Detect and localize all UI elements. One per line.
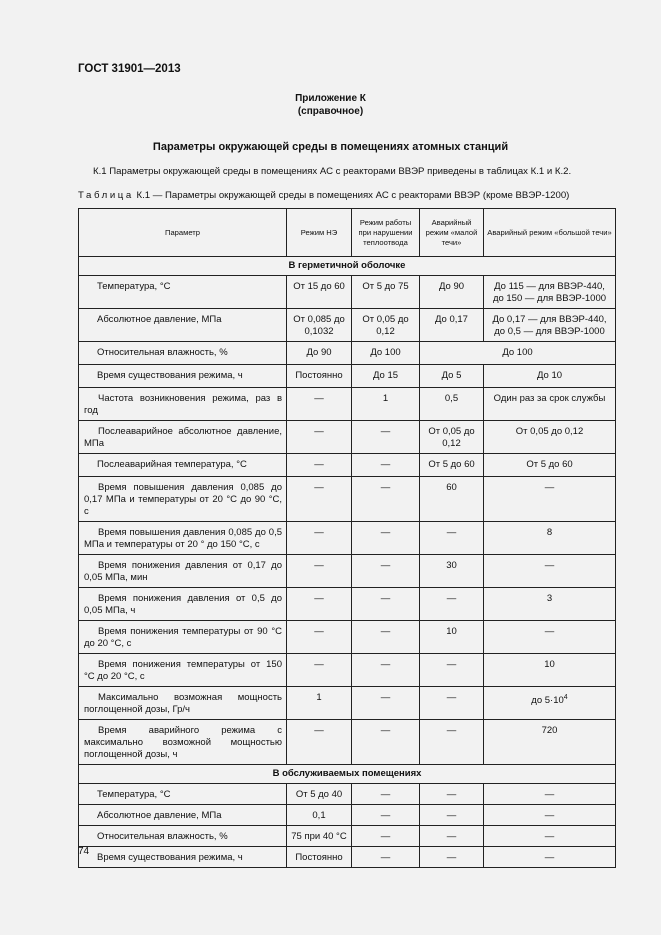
col-header-large-leak: Аварийный режим «большой течи» [484, 209, 616, 257]
dose-rate-exponent: 4 [563, 694, 568, 701]
large-leak-cell: — [484, 826, 616, 847]
normal-cell: От 15 до 60 [287, 276, 352, 309]
small-leak-cell: До 90 [420, 276, 484, 309]
small-leak-cell: — [420, 654, 484, 687]
large-leak-cell: — [484, 477, 616, 522]
normal-cell: — [287, 522, 352, 555]
table-row [79, 477, 616, 522]
table-row [79, 847, 616, 868]
heat-removal-cell: — [352, 621, 420, 654]
param-cell: Максимально возможная мощность поглощенной дозы, Гр/ч [79, 687, 287, 720]
normal-cell: — [287, 654, 352, 687]
table-row [79, 654, 616, 687]
small-leak-cell: — [420, 687, 484, 720]
table-row [79, 805, 616, 826]
param-cell: Время понижения давления от 0,17 до 0,05 МПа, мин [79, 555, 287, 588]
param-cell: Послеаварийное абсолютное давление, МПа [79, 421, 287, 454]
param-cell: Температура, °С [79, 784, 287, 805]
heat-removal-cell: — [352, 826, 420, 847]
normal-cell: — [287, 555, 352, 588]
heat-removal-cell: — [352, 477, 420, 522]
small-leak-cell: — [420, 805, 484, 826]
small-leak-cell: 30 [420, 555, 484, 588]
heat-removal-cell: От 0,05 до 0,12 [352, 309, 420, 342]
appendix-title: Приложение К [295, 93, 366, 104]
small-leak-cell: — [420, 784, 484, 805]
col-header-normal: Режим НЭ [287, 209, 352, 257]
heat-removal-cell: От 5 до 75 [352, 276, 420, 309]
heat-removal-cell: — [352, 847, 420, 868]
normal-cell: — [287, 454, 352, 477]
normal-cell: — [287, 421, 352, 454]
param-cell: Абсолютное давление, МПа [79, 309, 287, 342]
table-row [79, 421, 616, 454]
heat-removal-cell: — [352, 555, 420, 588]
param-cell: Время существования режима, ч [79, 365, 287, 388]
section-row-containment [79, 257, 616, 276]
param-cell: Послеаварийная температура, °С [79, 454, 287, 477]
heat-removal-cell: — [352, 784, 420, 805]
table-row [79, 522, 616, 555]
heat-removal-cell: — [352, 805, 420, 826]
parameters-table [78, 208, 616, 868]
section-row-serviced [79, 765, 616, 784]
normal-cell: 75 при 40 °С [287, 826, 352, 847]
table-row [79, 342, 616, 365]
large-leak-cell: 720 [484, 720, 616, 765]
large-leak-cell: 3 [484, 588, 616, 621]
table-row [79, 309, 616, 342]
normal-cell: — [287, 477, 352, 522]
table-row [79, 365, 616, 388]
large-leak-cell: — [484, 555, 616, 588]
normal-cell: Постоянно [287, 365, 352, 388]
table-row [79, 276, 616, 309]
normal-cell: 1 [287, 687, 352, 720]
param-cell: Время понижения температуры от 90 °С до 20 °С, с [79, 621, 287, 654]
large-leak-cell: Один раз за срок службы [484, 388, 616, 421]
table-caption-text: К.1 — Параметры окружающей среды в помещениях АС с реакторами ВВЭР (кроме ВВЭР-1200) [133, 190, 570, 201]
small-leak-cell: До 100 [420, 342, 616, 365]
large-leak-cell: — [484, 847, 616, 868]
small-leak-cell: 10 [420, 621, 484, 654]
heat-removal-cell: — [352, 720, 420, 765]
param-cell: Время аварийного режима с максимально возможной мощностью поглощенной дозы, ч [79, 720, 287, 765]
large-leak-cell: 8 [484, 522, 616, 555]
normal-cell: До 90 [287, 342, 352, 365]
heat-removal-cell: 1 [352, 388, 420, 421]
table-header-row [79, 209, 616, 257]
param-cell: Температура, °С [79, 276, 287, 309]
large-leak-cell: — [484, 784, 616, 805]
col-header-parameter: Параметр [79, 209, 287, 257]
param-cell: Время существования режима, ч [79, 847, 287, 868]
intro-paragraph: К.1 Параметры окружающей среды в помещениях АС с реакторами ВВЭР приведены в таблицах К.1 и К.2. [93, 166, 572, 177]
param-cell: Частота возникновения режима, раз в год [79, 388, 287, 421]
param-cell: Абсолютное давление, МПа [79, 805, 287, 826]
table-row [79, 784, 616, 805]
small-leak-cell: До 0,17 [420, 309, 484, 342]
table-row [79, 826, 616, 847]
large-leak-cell: До 115 — для ВВЭР-440, до 150 — для ВВЭР-1000 [484, 276, 616, 309]
dose-rate-value: до 5·10 [531, 695, 564, 707]
document-code: ГОСТ 31901—2013 [78, 63, 181, 75]
large-leak-cell: От 5 до 60 [484, 454, 616, 477]
section-title: Параметры окружающей среды в помещениях атомных станций [152, 141, 509, 153]
large-leak-cell [484, 687, 616, 720]
large-leak-cell: — [484, 805, 616, 826]
large-leak-cell: До 0,17 — для ВВЭР-440, до 0,5 — для ВВЭР-1000 [484, 309, 616, 342]
param-cell: Относительная влажность, % [79, 342, 287, 365]
heat-removal-cell: — [352, 421, 420, 454]
normal-cell: — [287, 388, 352, 421]
normal-cell: От 5 до 40 [287, 784, 352, 805]
small-leak-cell: До 5 [420, 365, 484, 388]
normal-cell: — [287, 621, 352, 654]
heat-removal-cell: — [352, 522, 420, 555]
normal-cell: — [287, 720, 352, 765]
param-cell: Время повышения давления 0,085 до 0,5 МПа и температуры от 20 ° до 150 °С, с [79, 522, 287, 555]
heat-removal-cell: До 15 [352, 365, 420, 388]
small-leak-cell: — [420, 720, 484, 765]
heat-removal-cell: — [352, 454, 420, 477]
heat-removal-cell: — [352, 588, 420, 621]
small-leak-cell: 0,5 [420, 388, 484, 421]
col-header-small-leak: Аварийный режим «малой течи» [420, 209, 484, 257]
param-cell: Время повышения давления 0,085 до 0,17 МПа и температуры от 20 °С до 90 °С, с [79, 477, 287, 522]
normal-cell: — [287, 588, 352, 621]
param-cell: Время понижения давления от 0,5 до 0,05 МПа, ч [79, 588, 287, 621]
small-leak-cell: 60 [420, 477, 484, 522]
heat-removal-cell: До 100 [352, 342, 420, 365]
table-row [79, 720, 616, 765]
page-number: 74 [78, 846, 90, 857]
appendix-heading [0, 92, 661, 118]
small-leak-cell: — [420, 522, 484, 555]
large-leak-cell: — [484, 621, 616, 654]
table-row [79, 388, 616, 421]
appendix-subtitle: (справочное) [297, 106, 364, 117]
small-leak-cell: — [420, 847, 484, 868]
table-row [79, 588, 616, 621]
normal-cell: 0,1 [287, 805, 352, 826]
table-row [79, 454, 616, 477]
section-row-label: В герметичной оболочке [79, 257, 616, 276]
col-header-heat-removal: Режим работы при нарушении теплоотвода [352, 209, 420, 257]
table-row [79, 555, 616, 588]
table-row [79, 621, 616, 654]
small-leak-cell: От 0,05 до 0,12 [420, 421, 484, 454]
table-caption-label: Таблица [78, 190, 134, 201]
param-cell: Относительная влажность, % [79, 826, 287, 847]
large-leak-cell: От 0,05 до 0,12 [484, 421, 616, 454]
heat-removal-cell: — [352, 687, 420, 720]
table-caption [78, 190, 569, 201]
normal-cell: Постоянно [287, 847, 352, 868]
section-row-label: В обслуживаемых помещениях [79, 765, 616, 784]
small-leak-cell: — [420, 588, 484, 621]
param-cell: Время понижения температуры от 150 °С до 20 °С, с [79, 654, 287, 687]
small-leak-cell: — [420, 826, 484, 847]
large-leak-cell: 10 [484, 654, 616, 687]
small-leak-cell: От 5 до 60 [420, 454, 484, 477]
table-row [79, 687, 616, 720]
large-leak-cell: До 10 [484, 365, 616, 388]
normal-cell: От 0,085 до 0,1032 [287, 309, 352, 342]
heat-removal-cell: — [352, 654, 420, 687]
